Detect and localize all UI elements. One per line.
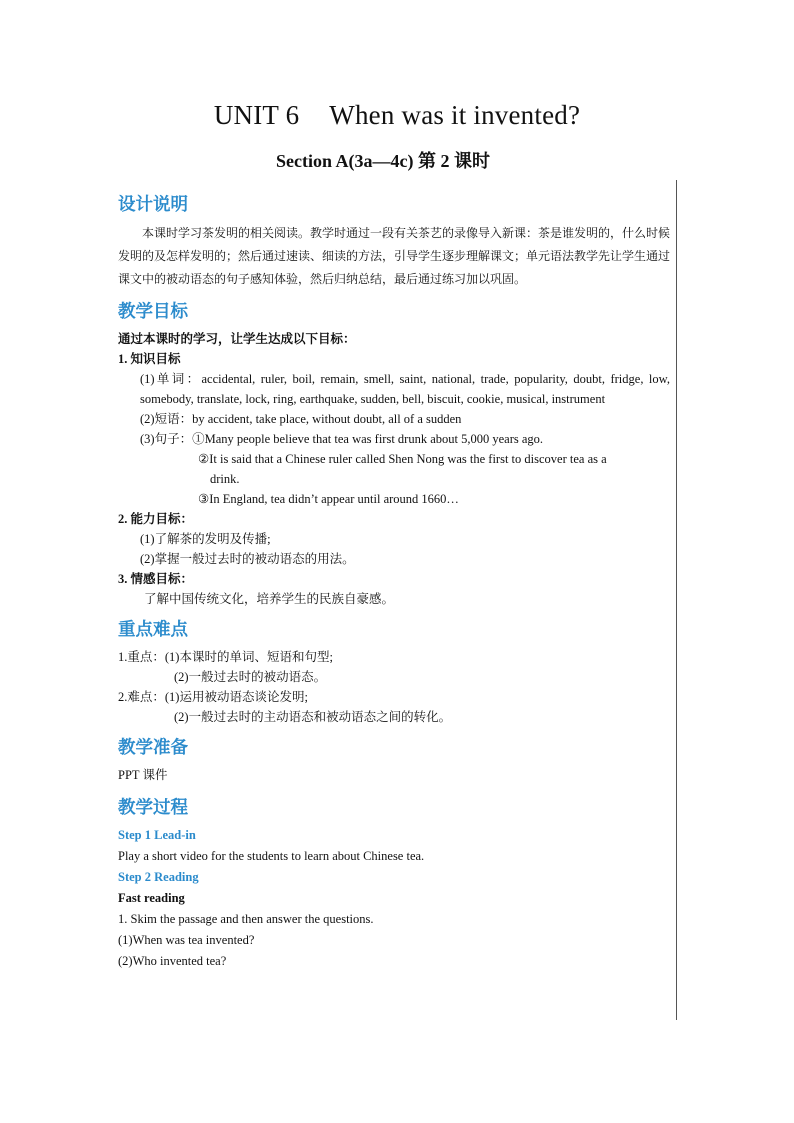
words-list: (1)单词：accidental, ruler, boil, remain, smell, saint, national, trade, popularity, doubt, fridge, low, somebody, translate, lock, ring, earthquake, sudden, bell, biscuit, cookie, musical, instrument — [140, 372, 670, 406]
prep-heading: 教学准备 — [118, 737, 188, 757]
design-text: 本课时学习茶发明的相关阅读。教学时通过一段有关茶艺的录像导入新课：茶是谁发明的，什么时候发明的及怎样发明的；然后通过速读、细读的方法，引导学生逐步理解课文；单元语法教学先让学生通过课文中的被动语态的句子感知体验，然后归纳总结，最后通过练习加以巩固。 — [118, 226, 671, 286]
question-2: (2)Who invented tea? — [118, 954, 227, 968]
objectives-heading: 教学目标 — [118, 301, 188, 321]
key-row-1 — [118, 647, 670, 667]
sentences-label: (3)句子： — [140, 432, 193, 446]
emotion-1: 了解中国传统文化，培养学生的民族自豪感。 — [144, 592, 395, 606]
lesson-content — [118, 186, 670, 971]
page-subtitle: Section A(3a—4c) 第 2 课时 — [276, 151, 490, 171]
diff-row-1 — [118, 687, 670, 707]
design-heading: 设计说明 — [118, 194, 188, 214]
phrases-list: (2)短语：by accident, take place, without doubt, all of a sudden — [140, 412, 462, 426]
objectives-intro: 通过本课时的学习，让学生达成以下目标： — [118, 332, 356, 346]
step-1-label: Step 1 Lead-in — [118, 828, 196, 842]
sentence-2-cont: drink. — [210, 472, 240, 486]
step-1-text: Play a short video for the students to learn about Chinese tea. — [118, 849, 425, 863]
prep-text: PPT 课件 — [118, 768, 168, 782]
title-unit: UNIT 6 — [213, 100, 300, 130]
question-intro: 1. Skim the passage and then answer the questions. — [118, 912, 374, 926]
sentence-3: ③In England, tea didn’t appear until around 1660… — [198, 492, 459, 506]
vertical-rule — [676, 180, 677, 1020]
key-1: (1)本课时的单词、短语和句型; — [164, 650, 333, 664]
ability-1: (1)了解茶的发明及传播; — [140, 532, 271, 546]
diff-label: 2.难点： — [118, 690, 165, 704]
key-2: (2)一般过去时的被动语态。 — [174, 670, 327, 684]
sentence-1: ①Many people believe that tea was first drunk about 5,000 years ago. — [192, 432, 544, 446]
diff-2: (2)一般过去时的主动语态和被动语态之间的转化。 — [174, 710, 452, 724]
sentence-2: ②It is said that a Chinese ruler called Shen Nong was the first to discover tea as a — [198, 452, 607, 466]
knowledge-label: 1. 知识目标 — [118, 352, 181, 366]
process-heading: 教学过程 — [118, 797, 188, 817]
ability-label: 2. 能力目标： — [118, 512, 194, 526]
key-label: 1.重点： — [118, 650, 165, 664]
fast-reading-label: Fast reading — [118, 891, 185, 905]
sentence-1-row — [118, 429, 670, 449]
diff-1: (1)运用被动语态谈论发明; — [164, 690, 308, 704]
keypoints-heading: 重点难点 — [118, 619, 188, 639]
emotion-label: 3. 情感目标： — [118, 572, 194, 586]
title-question: When was it invented? — [329, 100, 581, 130]
question-1: (1)When was tea invented? — [118, 933, 255, 947]
step-2-label: Step 2 Reading — [118, 870, 199, 884]
page-title — [0, 100, 794, 131]
ability-2: (2)掌握一般过去时的被动语态的用法。 — [140, 552, 355, 566]
